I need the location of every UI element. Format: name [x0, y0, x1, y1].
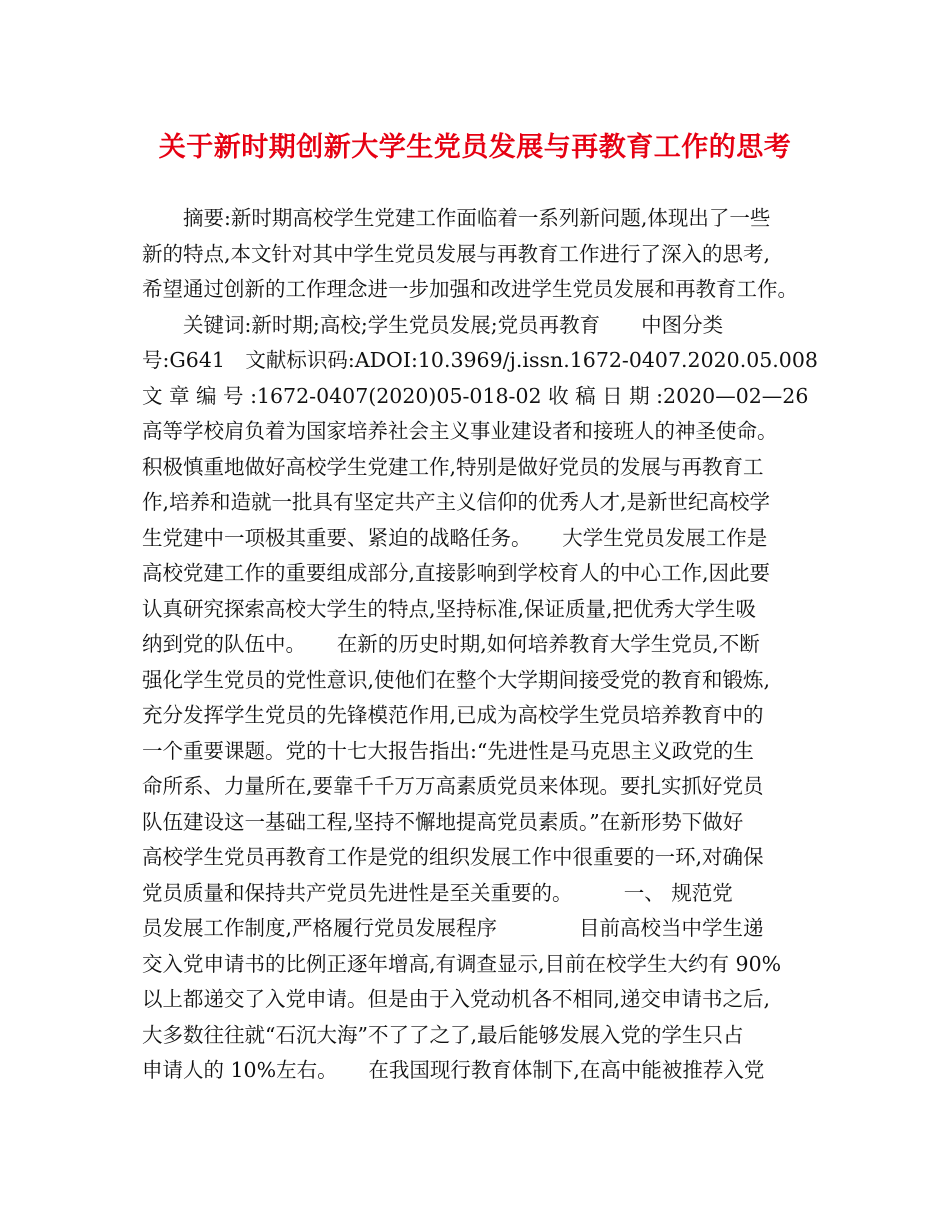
text-line: 关键词:新时期;高校;学生党员发展;党员再教育 中图分类	[183, 312, 724, 337]
text-line: 员发展工作制度,严格履行党员发展程序 目前高校当中学生递	[142, 916, 764, 940]
text-line: 党员质量和保持共产党员先进性是至关重要的。 一、 规范党	[142, 880, 733, 905]
text-line: 号:G641 文献标识码:ADOI:10.3969/j.issn.1672-0407.2020.05.008	[142, 348, 818, 372]
text-line: 摘要:新时期高校学生党建工作面临着一系列新问题,体现出了一些	[183, 206, 771, 230]
text-line: 新的特点,本文针对其中学生党员发展与再教育工作进行了深入的思考,	[142, 241, 771, 266]
text-line: 队伍建设这一基础工程,坚持不懈地提高党员素质。”在新形势下做好	[142, 809, 744, 834]
text-line: 希望通过创新的工作理念进一步加强和改进学生党员发展和再教育工作。	[142, 277, 798, 301]
text-line: 交入党申请书的比例正逐年增高,有调查显示,目前在校学生大约有 90%	[142, 951, 782, 976]
text-line: 纳到党的队伍中。 在新的历史时期,如何培养教育大学生党员,不断	[142, 632, 760, 656]
text-line: 高校党建工作的重要组成部分,直接影响到学校育人的中心工作,因此要	[142, 561, 771, 585]
text-line: 积极慎重地做好高校学生党建工作,特别是做好党员的发展与再教育工	[142, 454, 764, 479]
text-line: 高校学生党员再教育工作是党的组织发展工作中很重要的一环,对确保	[142, 845, 764, 869]
text-line: 强化学生党员的党性意识,使他们在整个大学期间接受党的教育和锻炼,	[142, 667, 771, 692]
document-title: 关于新时期创新大学生党员发展与再教育工作的思考	[158, 132, 792, 163]
text-line: 申请人的 10%左右。 在我国现行教育体制下,在高中能被推荐入党	[142, 1058, 765, 1082]
text-line: 一个重要课题。党的十七大报告指出:“先进性是马克思主义政党的生	[142, 738, 754, 763]
document-body	[142, 201, 822, 1089]
text-line: 以上都递交了入党申请。但是由于入党动机各不相同,递交申请书之后,	[142, 987, 771, 1011]
text-line: 作,培养和造就一批具有坚定共产主义信仰的优秀人才,是新世纪高校学	[142, 490, 771, 514]
text-line: 生党建中一项极其重要、紧迫的战略任务。 大学生党员发展工作是	[142, 525, 768, 550]
text-line: 文 章 编 号 :1672-0407(2020)05-018-02 收 稿 日 期 :2020—02—26	[142, 383, 809, 408]
text-line: 命所系、力量所在,要靠千千万万高素质党员来体现。要扎实抓好党员	[142, 774, 764, 798]
text-line: 充分发挥学生党员的先锋模范作用,已成为高校学生党员培养教育中的	[142, 703, 764, 727]
text-line: 认真研究探索高校大学生的特点,坚持标准,保证质量,把优秀大学生吸	[142, 596, 757, 621]
text-line: 大多数往往就“石沉大海”不了了之了,最后能够发展入党的学生只占	[142, 1022, 744, 1047]
text-line: 高等学校肩负着为国家培养社会主义事业建设者和接班人的神圣使命。	[142, 419, 778, 443]
